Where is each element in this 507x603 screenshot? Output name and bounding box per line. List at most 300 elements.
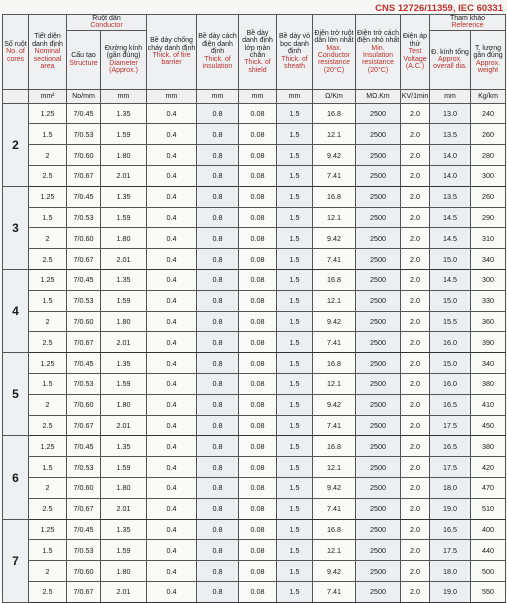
table-cell: 12.1: [313, 374, 356, 395]
table-cell: 280: [471, 145, 506, 166]
table-cell: 7/0.60: [67, 394, 101, 415]
table-cell: 17.5: [430, 540, 471, 561]
table-cell: 0.4: [147, 228, 197, 249]
table-cell: 15.0: [430, 249, 471, 270]
unit-cell: mm: [147, 89, 197, 103]
table-cell: 0.08: [239, 228, 277, 249]
table-cell: 360: [471, 311, 506, 332]
cable-spec-table: [2, 14, 506, 603]
table-cell: 1.5: [277, 519, 313, 540]
table-cell: 0.8: [197, 228, 239, 249]
table-cell: 2.0: [401, 353, 430, 374]
table-cell: 15.5: [430, 311, 471, 332]
table-cell: 7/0.45: [67, 519, 101, 540]
table-cell: 0.8: [197, 332, 239, 353]
table-cell: 260: [471, 124, 506, 145]
table-cell: 2.0: [401, 519, 430, 540]
table-cell: 0.8: [197, 249, 239, 270]
table-row: [3, 374, 506, 395]
table-cell: 1.25: [29, 353, 67, 374]
table-cell: 2.0: [401, 478, 430, 499]
table-cell: 1.80: [101, 145, 147, 166]
table-cell: 2.0: [401, 166, 430, 187]
table-cell: 2.0: [401, 103, 430, 124]
table-cell: 7/0.45: [67, 103, 101, 124]
table-cell: 7/0.67: [67, 332, 101, 353]
table-cell: 0.4: [147, 457, 197, 478]
header-fire-barrier: Bề dày chống cháy danh định Thick. of fire barrier: [147, 15, 197, 90]
table-cell: 0.08: [239, 166, 277, 187]
table-cell: 1.80: [101, 394, 147, 415]
table-cell: 2.0: [401, 290, 430, 311]
table-cell: 2500: [356, 540, 401, 561]
table-cell: 7.41: [313, 415, 356, 436]
table-cell: 0.4: [147, 415, 197, 436]
table-cell: 2.0: [401, 311, 430, 332]
table-cell: 0.08: [239, 436, 277, 457]
table-cell: 1.35: [101, 270, 147, 291]
table-cell: 2.0: [401, 561, 430, 582]
table-cell: 1.5: [29, 457, 67, 478]
table-cell: 1.5: [277, 582, 313, 603]
table-cell: 380: [471, 436, 506, 457]
table-cell: 2500: [356, 270, 401, 291]
table-cell: 2500: [356, 311, 401, 332]
table-row: [3, 207, 506, 228]
table-cell: 380: [471, 374, 506, 395]
table-cell: 7/0.45: [67, 436, 101, 457]
table-cell: 2.5: [29, 498, 67, 519]
table-cell: 2.0: [401, 270, 430, 291]
table-cell: 0.08: [239, 311, 277, 332]
table-cell: 9.42: [313, 394, 356, 415]
table-cell: 1.25: [29, 519, 67, 540]
table-cell: 1.5: [277, 561, 313, 582]
table-cell: 2.0: [401, 394, 430, 415]
table-cell: 2: [29, 561, 67, 582]
table-cell: 1.35: [101, 186, 147, 207]
table-cell: 1.5: [277, 166, 313, 187]
table-cell: 1.5: [277, 103, 313, 124]
table-cell: 2.5: [29, 166, 67, 187]
unit-cell: MΩ.Km: [356, 89, 401, 103]
table-cell: 2: [29, 478, 67, 499]
table-cell: 0.8: [197, 103, 239, 124]
table-cell: 0.4: [147, 124, 197, 145]
unit-cell: mm: [101, 89, 147, 103]
table-body: [3, 103, 506, 602]
table-cell: 0.8: [197, 561, 239, 582]
unit-cell: Ω/Km: [313, 89, 356, 103]
table-row: [3, 436, 506, 457]
table-cell: 0.8: [197, 415, 239, 436]
table-cell: 0.08: [239, 561, 277, 582]
table-cell: 0.4: [147, 498, 197, 519]
table-cell: 1.5: [277, 290, 313, 311]
unit-cell: mm²: [29, 89, 67, 103]
table-cell: 7/0.60: [67, 478, 101, 499]
unit-cell: KV/1min: [401, 89, 430, 103]
table-cell: 2500: [356, 457, 401, 478]
table-cell: 1.25: [29, 186, 67, 207]
table-cell: 12.1: [313, 540, 356, 561]
table-cell: 16.8: [313, 186, 356, 207]
table-cell: 1.5: [277, 457, 313, 478]
table-cell: 2500: [356, 561, 401, 582]
table-row: [3, 519, 506, 540]
header-sheath: Bề dày vỏ bọc danh định Thick. of sheath: [277, 15, 313, 90]
table-cell: 0.08: [239, 186, 277, 207]
table-cell: 0.4: [147, 561, 197, 582]
table-cell: 17.5: [430, 457, 471, 478]
table-cell: 2.0: [401, 207, 430, 228]
table-cell: 14.5: [430, 270, 471, 291]
table-cell: 1.5: [29, 540, 67, 561]
table-cell: 1.5: [277, 332, 313, 353]
table-row: [3, 166, 506, 187]
table-cell: 9.42: [313, 145, 356, 166]
table-cell: 1.5: [277, 415, 313, 436]
table-cell: 7/0.67: [67, 249, 101, 270]
header-shield: Bề dày danh định lớp màn chắn Thick. of shield: [239, 15, 277, 90]
table-row: [3, 124, 506, 145]
header-diameter: Đường kính (gần đúng) Diameter (Approx.): [101, 30, 147, 89]
table-cell: 1.35: [101, 436, 147, 457]
table-cell: 0.08: [239, 415, 277, 436]
cores-cell: 2: [3, 103, 29, 186]
table-cell: 7/0.53: [67, 124, 101, 145]
table-cell: 1.25: [29, 103, 67, 124]
table-cell: 12.1: [313, 124, 356, 145]
table-cell: 19.0: [430, 498, 471, 519]
table-cell: 0.8: [197, 540, 239, 561]
table-cell: 7/0.60: [67, 311, 101, 332]
table-cell: 0.4: [147, 394, 197, 415]
table-cell: 7.41: [313, 166, 356, 187]
table-cell: 1.5: [29, 207, 67, 228]
table-cell: 13.5: [430, 186, 471, 207]
table-cell: 1.5: [277, 374, 313, 395]
table-cell: 9.42: [313, 561, 356, 582]
table-row: [3, 290, 506, 311]
table-row: [3, 228, 506, 249]
table-cell: 440: [471, 540, 506, 561]
table-cell: 2.01: [101, 332, 147, 353]
table-cell: 1.5: [277, 540, 313, 561]
table-row: [3, 249, 506, 270]
table-cell: 0.4: [147, 374, 197, 395]
table-cell: 7/0.67: [67, 582, 101, 603]
table-cell: 260: [471, 186, 506, 207]
table-cell: 0.4: [147, 478, 197, 499]
table-cell: 0.8: [197, 186, 239, 207]
header-insulation-resistance: Điện trở cách điện nhỏ nhất Min. Insulation resistance (20°C): [356, 15, 401, 90]
header-cores: Số ruột No. of cores: [3, 15, 29, 90]
table-cell: 7/0.67: [67, 498, 101, 519]
table-cell: 7/0.60: [67, 228, 101, 249]
table-row: [3, 582, 506, 603]
table-cell: 16.5: [430, 394, 471, 415]
table-cell: 400: [471, 519, 506, 540]
table-cell: 0.08: [239, 394, 277, 415]
table-cell: 0.4: [147, 540, 197, 561]
cores-cell: 6: [3, 436, 29, 519]
table-cell: 0.8: [197, 353, 239, 374]
table-cell: 2.0: [401, 374, 430, 395]
table-cell: 0.8: [197, 124, 239, 145]
table-cell: 2500: [356, 145, 401, 166]
table-cell: 0.8: [197, 457, 239, 478]
header-overall-dia: Đ. kính tổng Approx. overall dia.: [430, 30, 471, 89]
table-cell: 1.59: [101, 374, 147, 395]
unit-cell: mm: [277, 89, 313, 103]
table-cell: 500: [471, 561, 506, 582]
table-cell: 2.0: [401, 457, 430, 478]
table-cell: 9.42: [313, 311, 356, 332]
table-cell: 2.01: [101, 415, 147, 436]
table-cell: 0.08: [239, 332, 277, 353]
unit-cell: mm: [239, 89, 277, 103]
standard-label: CNS 12726/11359, IEC 60331: [375, 3, 503, 14]
table-cell: 2.0: [401, 436, 430, 457]
table-cell: 1.5: [277, 270, 313, 291]
unit-cell: mm: [430, 89, 471, 103]
table-cell: 7/0.45: [67, 186, 101, 207]
table-cell: 0.08: [239, 353, 277, 374]
table-cell: 0.4: [147, 332, 197, 353]
table-cell: 0.08: [239, 249, 277, 270]
table-row: [3, 103, 506, 124]
table-cell: 0.08: [239, 145, 277, 166]
table-cell: 0.08: [239, 374, 277, 395]
table-cell: 2500: [356, 519, 401, 540]
table-cell: 1.59: [101, 124, 147, 145]
table-cell: 14.0: [430, 145, 471, 166]
table-cell: 2500: [356, 498, 401, 519]
header-section: Tiết diện danh định Nominal sectional area: [29, 15, 67, 90]
table-cell: 0.08: [239, 207, 277, 228]
table-cell: 14.0: [430, 166, 471, 187]
table-cell: 7/0.45: [67, 270, 101, 291]
table-row: [3, 478, 506, 499]
table-row: [3, 561, 506, 582]
table-cell: 14.5: [430, 207, 471, 228]
table-cell: 0.8: [197, 498, 239, 519]
cores-cell: 7: [3, 519, 29, 602]
table-cell: 1.35: [101, 519, 147, 540]
table-cell: 7/0.67: [67, 166, 101, 187]
table-cell: 2: [29, 311, 67, 332]
table-row: [3, 415, 506, 436]
table-cell: 16.5: [430, 436, 471, 457]
table-cell: 17.5: [430, 415, 471, 436]
table-cell: 16.8: [313, 353, 356, 374]
table-cell: 1.5: [29, 374, 67, 395]
header-structure: Cấu tạo Structure: [67, 30, 101, 89]
table-cell: 2500: [356, 394, 401, 415]
table-cell: 2500: [356, 374, 401, 395]
table-cell: 420: [471, 457, 506, 478]
table-cell: 2.01: [101, 498, 147, 519]
table-cell: 2500: [356, 290, 401, 311]
table-cell: 510: [471, 498, 506, 519]
table-cell: 7/0.45: [67, 353, 101, 374]
table-cell: 9.42: [313, 478, 356, 499]
table-cell: 0.08: [239, 124, 277, 145]
table-cell: 1.5: [277, 311, 313, 332]
table-cell: 0.08: [239, 519, 277, 540]
table-cell: 0.8: [197, 582, 239, 603]
table-cell: 16.5: [430, 519, 471, 540]
table-cell: 340: [471, 249, 506, 270]
table-cell: 2.0: [401, 415, 430, 436]
header-conductor: Ruột dẫn Conductor: [67, 15, 147, 31]
table-cell: 0.8: [197, 478, 239, 499]
table-cell: 470: [471, 478, 506, 499]
table-row: [3, 394, 506, 415]
table-cell: 2.0: [401, 145, 430, 166]
table-cell: 0.4: [147, 311, 197, 332]
table-cell: 390: [471, 332, 506, 353]
table-cell: 0.4: [147, 207, 197, 228]
table-row: [3, 540, 506, 561]
table-cell: 1.5: [277, 228, 313, 249]
table-cell: 2.01: [101, 166, 147, 187]
header-test-voltage: Điện áp thử Test Voltage (A.C.): [401, 15, 430, 90]
table-cell: 2.01: [101, 249, 147, 270]
table-cell: 7.41: [313, 498, 356, 519]
table-cell: 2500: [356, 436, 401, 457]
table-cell: 0.8: [197, 394, 239, 415]
table-cell: 7.41: [313, 249, 356, 270]
table-cell: 1.35: [101, 353, 147, 374]
table-cell: 15.0: [430, 290, 471, 311]
table-cell: 7/0.53: [67, 457, 101, 478]
table-cell: 18.0: [430, 561, 471, 582]
table-cell: 12.1: [313, 290, 356, 311]
table-row: [3, 145, 506, 166]
table-cell: 12.1: [313, 457, 356, 478]
table-cell: 2500: [356, 415, 401, 436]
table-cell: 2.5: [29, 582, 67, 603]
table-cell: 0.8: [197, 166, 239, 187]
table-cell: 1.80: [101, 311, 147, 332]
table-cell: 2.0: [401, 540, 430, 561]
table-cell: 0.08: [239, 478, 277, 499]
cores-cell: 3: [3, 186, 29, 269]
table-cell: 290: [471, 207, 506, 228]
unit-cell: Kg/km: [471, 89, 506, 103]
header-weight: T. lượng gần đúng Approx. weight: [471, 30, 506, 89]
cores-cell: 4: [3, 270, 29, 353]
table-cell: 1.5: [277, 353, 313, 374]
table-cell: 0.4: [147, 166, 197, 187]
table-cell: 2.0: [401, 186, 430, 207]
table-cell: 13.0: [430, 103, 471, 124]
header-reference: Tham khảo Reference: [430, 15, 506, 31]
table-cell: 19.0: [430, 582, 471, 603]
table-cell: 2.5: [29, 332, 67, 353]
table-cell: 2.0: [401, 249, 430, 270]
table-cell: 1.25: [29, 270, 67, 291]
table-cell: 18.0: [430, 478, 471, 499]
table-cell: 0.4: [147, 186, 197, 207]
table-cell: 2500: [356, 332, 401, 353]
table-cell: 1.59: [101, 457, 147, 478]
table-cell: 0.08: [239, 290, 277, 311]
table-row: [3, 353, 506, 374]
table-cell: 0.8: [197, 436, 239, 457]
table-cell: 340: [471, 353, 506, 374]
table-cell: 0.08: [239, 103, 277, 124]
table-cell: 1.5: [277, 249, 313, 270]
table-cell: 550: [471, 582, 506, 603]
table-cell: 2500: [356, 103, 401, 124]
table-cell: 7/0.60: [67, 145, 101, 166]
table-cell: 16.0: [430, 374, 471, 395]
table-cell: 1.5: [277, 207, 313, 228]
table-cell: 0.4: [147, 249, 197, 270]
table-cell: 1.80: [101, 561, 147, 582]
table-cell: 0.08: [239, 582, 277, 603]
table-cell: 2: [29, 394, 67, 415]
table-cell: 300: [471, 166, 506, 187]
table-cell: 1.59: [101, 207, 147, 228]
table-cell: 1.5: [277, 498, 313, 519]
table-cell: 1.59: [101, 540, 147, 561]
table-cell: 0.4: [147, 582, 197, 603]
table-cell: 7.41: [313, 582, 356, 603]
table-cell: 0.8: [197, 374, 239, 395]
table-cell: 2.0: [401, 228, 430, 249]
table-cell: 1.5: [277, 394, 313, 415]
table-cell: 2: [29, 228, 67, 249]
table-cell: 2.0: [401, 332, 430, 353]
table-cell: 0.4: [147, 270, 197, 291]
unit-cell: mm: [197, 89, 239, 103]
table-cell: 7/0.53: [67, 374, 101, 395]
table-cell: 1.5: [277, 145, 313, 166]
table-row: [3, 186, 506, 207]
table-cell: 0.08: [239, 540, 277, 561]
table-cell: 2500: [356, 249, 401, 270]
table-cell: 7/0.60: [67, 561, 101, 582]
table-cell: 0.08: [239, 457, 277, 478]
table-cell: 16.8: [313, 436, 356, 457]
table-cell: 2500: [356, 207, 401, 228]
table-cell: 1.59: [101, 290, 147, 311]
table-cell: 2.01: [101, 582, 147, 603]
table-cell: 0.08: [239, 270, 277, 291]
units-row: [3, 89, 506, 103]
table-cell: 0.8: [197, 145, 239, 166]
table-cell: 1.5: [277, 478, 313, 499]
table-cell: 16.0: [430, 332, 471, 353]
table-cell: 2500: [356, 186, 401, 207]
table-cell: 0.8: [197, 270, 239, 291]
table-cell: 310: [471, 228, 506, 249]
table-cell: 9.42: [313, 228, 356, 249]
table-cell: 2.0: [401, 498, 430, 519]
table-cell: 2.5: [29, 415, 67, 436]
table-cell: 0.08: [239, 498, 277, 519]
table-cell: 2500: [356, 124, 401, 145]
table-cell: 1.35: [101, 103, 147, 124]
table-cell: 450: [471, 415, 506, 436]
table-cell: 300: [471, 270, 506, 291]
table-cell: 0.4: [147, 103, 197, 124]
table-row: [3, 270, 506, 291]
